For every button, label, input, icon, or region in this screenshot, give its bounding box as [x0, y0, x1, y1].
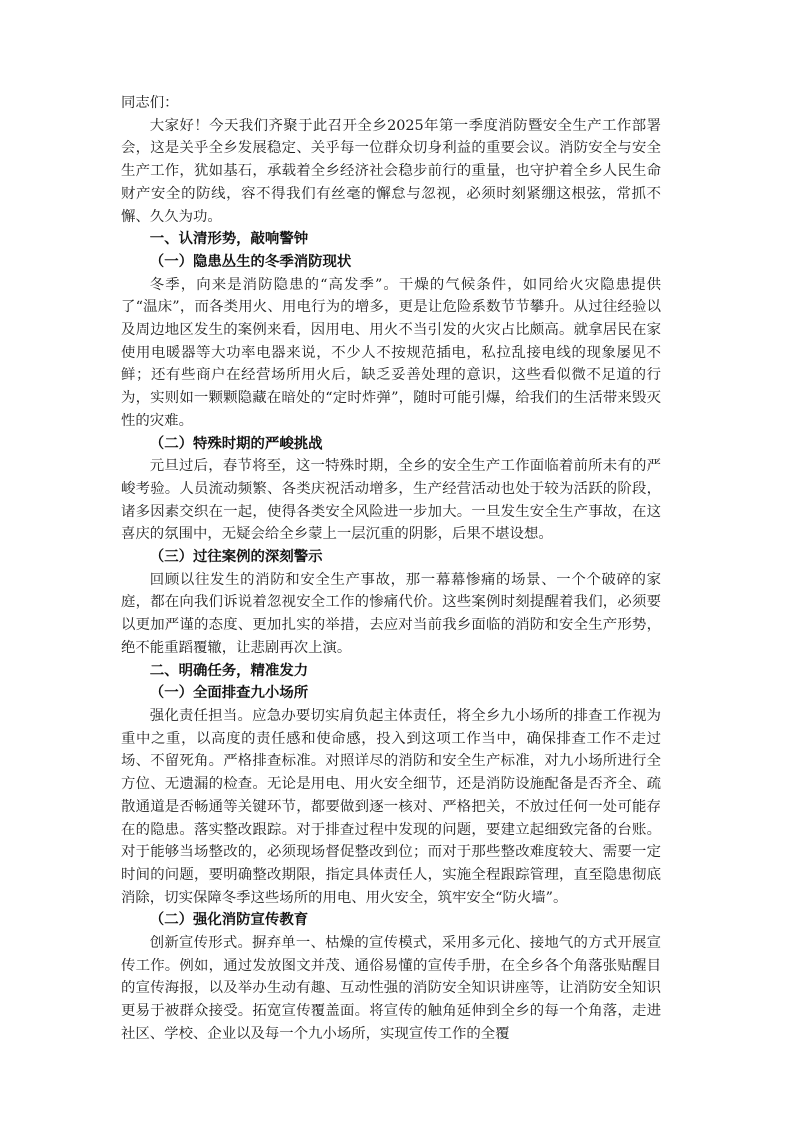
document-page — [121, 92, 661, 1046]
section-1-heading: 一、认清形势，敲响警钟 — [149, 231, 309, 248]
intro-paragraph: 大家好！今天我们齐聚于此召开全乡2025年第一季度消防暨安全生产工作部署会，这是关乎全乡发展稳定、关乎每一位群众切身利益的重要会议。消防安全与安全生产工作，犹如基石，承载着全乡经济社会稳步前行的重量，也守护着全乡人民生命财产安全的防线，容不得我们有丝毫的懈怠与忽视，必须时刻紧绷这根弦，常抓不懈、久久为功。 — [121, 117, 661, 225]
section-2-1-paragraph: 强化责任担当。应急办要切实肩负起主体责任，将全乡九小场所的排查工作视为重中之重，以高度的责任感和使命感，投入到这项工作当中，确保排查工作不走过场、不留死角。严格排查标准。对照详尽的消防和安全生产标准，对九小场所进行全方位、无遗漏的检查。无论是用电、用火安全细节，还是消防设施配备是否齐全、疏散通道是否畅通等关键环节，都要做到逐一核对、严格把关，不放过任何一处可能存在的隐患。落实整改跟踪。对于排查过程中发现的问题，要建立起细致完备的台账。对于能够当场整改的，必须现场督促整改到位；而对于那些整改难度较大、需要一定时间的问题，要明确整改期限，指定具体责任人，实施全程跟踪管理，直至隐患彻底消除，切实保障冬季这些场所的用电、用火安全，筑牢安全“防火墙”。 — [121, 707, 661, 906]
section-1-1-heading: （一）隐患丛生的冬季消防现状 — [149, 253, 352, 270]
section-1-2-paragraph: 元旦过后，春节将至，这一特殊时期，全乡的安全生产工作面临着前所未有的严峻考验。人员流动频繁、各类庆祝活动增多，生产经营活动也处于较为活跃的阶段，诸多因素交织在一起，使得各类安全风险进一步加大。一旦发生安全生产事故，在这喜庆的氛围中，无疑会给全乡蒙上一层沉重的阴影，后果不堪设想。 — [121, 458, 661, 543]
section-1-3-heading: （三）过往案例的深刻警示 — [149, 549, 323, 566]
section-1-1-paragraph: 冬季，向来是消防隐患的“高发季”。干燥的气候条件，如同给火灾隐患提供了“温床”，而各类用火、用电行为的增多，更是让危险系数节节攀升。从过往经验以及周边地区发生的案例来看，因用电、用火不当引发的火灾占比颇高。就拿居民在家使用电暖器等大功率电器来说，不少人不按规范插电，私拉乱接电线的现象屡见不鲜；还有些商户在经营场所用火后，缺乏妥善处理的意识，这些看似微不足道的行为，实则如一颗颗隐藏在暗处的“定时炸弹”，随时可能引爆，给我们的生活带来毁灭性的灾难。 — [121, 276, 661, 429]
section-2-1-heading: （一）全面排查九小场所 — [149, 685, 309, 702]
section-1-2-heading: （二）特殊时期的严峻挑战 — [149, 435, 323, 452]
section-1-3-paragraph: 回顾以往发生的消防和安全生产事故，那一幕幕惨痛的场景、一个个破碎的家庭，都在向我们诉说着忽视安全工作的惨痛代价。这些案例时刻提醒着我们，必须要以更加严谨的态度、更加扎实的举措，去应对当前我乡面临的消防和安全生产形势，绝不能重蹈覆辙，让悲剧再次上演。 — [121, 571, 661, 656]
section-2-2-heading: （二）强化消防宣传教育 — [149, 912, 309, 929]
section-2-2-paragraph: 创新宣传形式。摒弃单一、枯燥的宣传模式，采用多元化、接地气的方式开展宣传工作。例如，通过发放图文并茂、通俗易懂的宣传手册，在全乡各个角落张贴醒目的宣传海报，以及举办生动有趣、互动性强的消防安全知识讲座等，让消防安全知识更易于被群众接受。拓宽宣传覆盖面。将宣传的触角延伸到全乡的每一个角落，走进社区、学校、企业以及每一个九小场所，实现宣传工作的全覆 — [121, 935, 661, 1042]
section-2-heading: 二、明确任务，精准发力 — [149, 662, 309, 679]
salutation: 同志们： — [121, 95, 179, 111]
